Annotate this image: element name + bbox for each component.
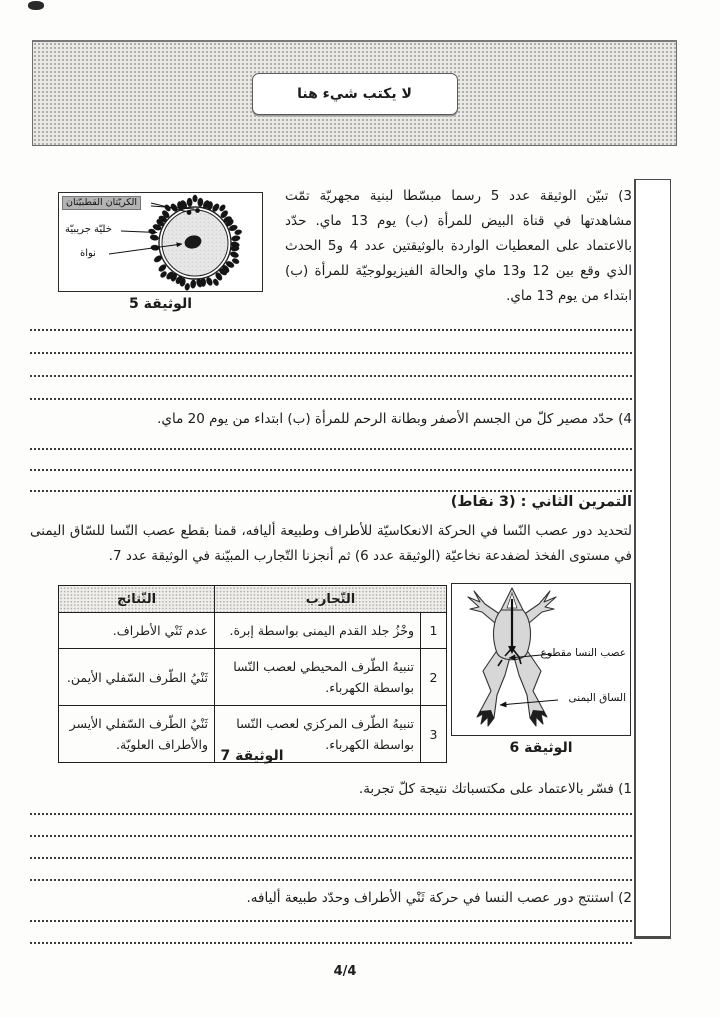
- no-writing-notice-text: لا يكتب شيء هنا: [297, 86, 412, 102]
- row-number: 3: [421, 706, 447, 763]
- dotted-line: [30, 922, 632, 944]
- dotted-line: [30, 471, 632, 492]
- dotted-line: [30, 815, 632, 837]
- exercise2-heading: [451, 494, 632, 510]
- polar-body-1: [187, 210, 192, 215]
- document7-caption: الوثيقة 7: [220, 748, 284, 764]
- exercise2-question-1: 1) فسّر بالاعتماد على مكتسباتك نتيجة كلّ تجربة.: [358, 781, 632, 797]
- result-cell: عدم ثَنْي الأطراف.: [59, 613, 215, 649]
- dotted-line: [30, 793, 632, 815]
- dotted-line: [30, 837, 632, 859]
- exercise2-intro: لتحديد دور عصب النّسا في الحركة الانعكاسيّة للأطراف وطبيعة أليافه، قمنا بقطع عصب النّسا للسّاق اليمنى في مستوى الفخذ لضفدعة نخاعيّة (الوثيقة عدد 6) ثم أنجزنا التّجارب المبيّنة في الوثيقة عدد 7.: [30, 523, 632, 564]
- label-cut-sciatic-nerve: عصب النسا مقطوع: [540, 647, 626, 659]
- polar-body-2: [195, 208, 200, 213]
- question-3-text: 3) تبيّن الوثيقة عدد 5 رسما مبسّطا لبنية مجهريّة تمّت مشاهدتها في قناة البيض للمرأة (ب) يوم 13 ماي. حدّد بالاعتماد على المعطيات الواردة بالوثيقتين عدد 4 و5 الحدث الذي وقع بين 12 و13 ماي والحالة الفيزيولوجيّة للمرأة (ب) ابتداء من يوم 13 ماي.: [285, 188, 633, 304]
- document5-caption: الوثيقة 5: [129, 296, 192, 312]
- label-polar-bodies: الكريّتان القطبيّتان: [62, 196, 141, 210]
- header-results: النّتائج: [59, 586, 215, 613]
- frog-diagram-svg: [452, 584, 630, 735]
- exercise2-question-2: 2) استنتج دور عصب النسا في حركة ثَنْي الأطراف وحدّد طبيعة أليافه.: [246, 890, 632, 906]
- dotted-line: [30, 377, 632, 400]
- row-number: 1: [421, 613, 447, 649]
- dotted-line: [30, 308, 632, 331]
- answer-lines-q3: [30, 308, 632, 400]
- document5-figure: [58, 192, 263, 292]
- table-row: [59, 649, 447, 706]
- answer-lines-q4: [30, 429, 632, 492]
- page-number: 4/4: [333, 964, 357, 979]
- exercise2-points: (3 نقاط): [450, 494, 516, 510]
- answer-lines-ex2-q2: [30, 900, 632, 944]
- dotted-line: [30, 429, 632, 450]
- document6-caption: الوثيقة 6: [509, 740, 573, 756]
- answer-lines-ex2-q1: [30, 793, 632, 881]
- header-experiments: التّجارب: [215, 586, 447, 613]
- result-cell: ثَنْيُ الطّرف السّفلي الأيمن.: [59, 649, 215, 706]
- experiment-cell: تنبيهُ الطّرف المركزي لعصب النّسا بواسطة الكهرباء.: [215, 706, 421, 763]
- dotted-line: [30, 354, 632, 377]
- question-4-text: 4) حدّد مصير كلّ من الجسم الأصفر وبطانة الرحم للمرأة (ب) ابتداء من يوم 20 ماي.: [157, 411, 632, 427]
- header-hatched-band: [32, 40, 677, 146]
- exercise2-title: التمرين الثاني :: [520, 494, 632, 510]
- dotted-line: [30, 859, 632, 881]
- table-row: [59, 613, 447, 649]
- label-right-leg: الساق اليمنى: [568, 692, 626, 704]
- dotted-line: [30, 900, 632, 922]
- dotted-line: [30, 331, 632, 354]
- table-header-row: [59, 586, 447, 613]
- row-number: 2: [421, 649, 447, 706]
- result-cell: ثَنْيُ الطّرف السّفلي الأيسر والأطراف العلويّة.: [59, 706, 215, 763]
- document7-table: [58, 585, 447, 763]
- grading-margin-box: [634, 179, 671, 939]
- scan-artifact: [28, 1, 44, 10]
- label-nucleus: نواة: [80, 248, 96, 259]
- document6-figure: [451, 583, 631, 736]
- experiment-cell: وخْزُ جلد القدم اليمنى بواسطة إبرة.: [215, 613, 421, 649]
- dotted-line: [30, 450, 632, 471]
- no-writing-notice: [252, 73, 458, 115]
- label-follicular-cell: خليّة جريبيّة: [65, 224, 112, 235]
- experiment-cell: تنبيهُ الطّرف المحيطي لعصب النّسا بواسطة الكهرباء.: [215, 649, 421, 706]
